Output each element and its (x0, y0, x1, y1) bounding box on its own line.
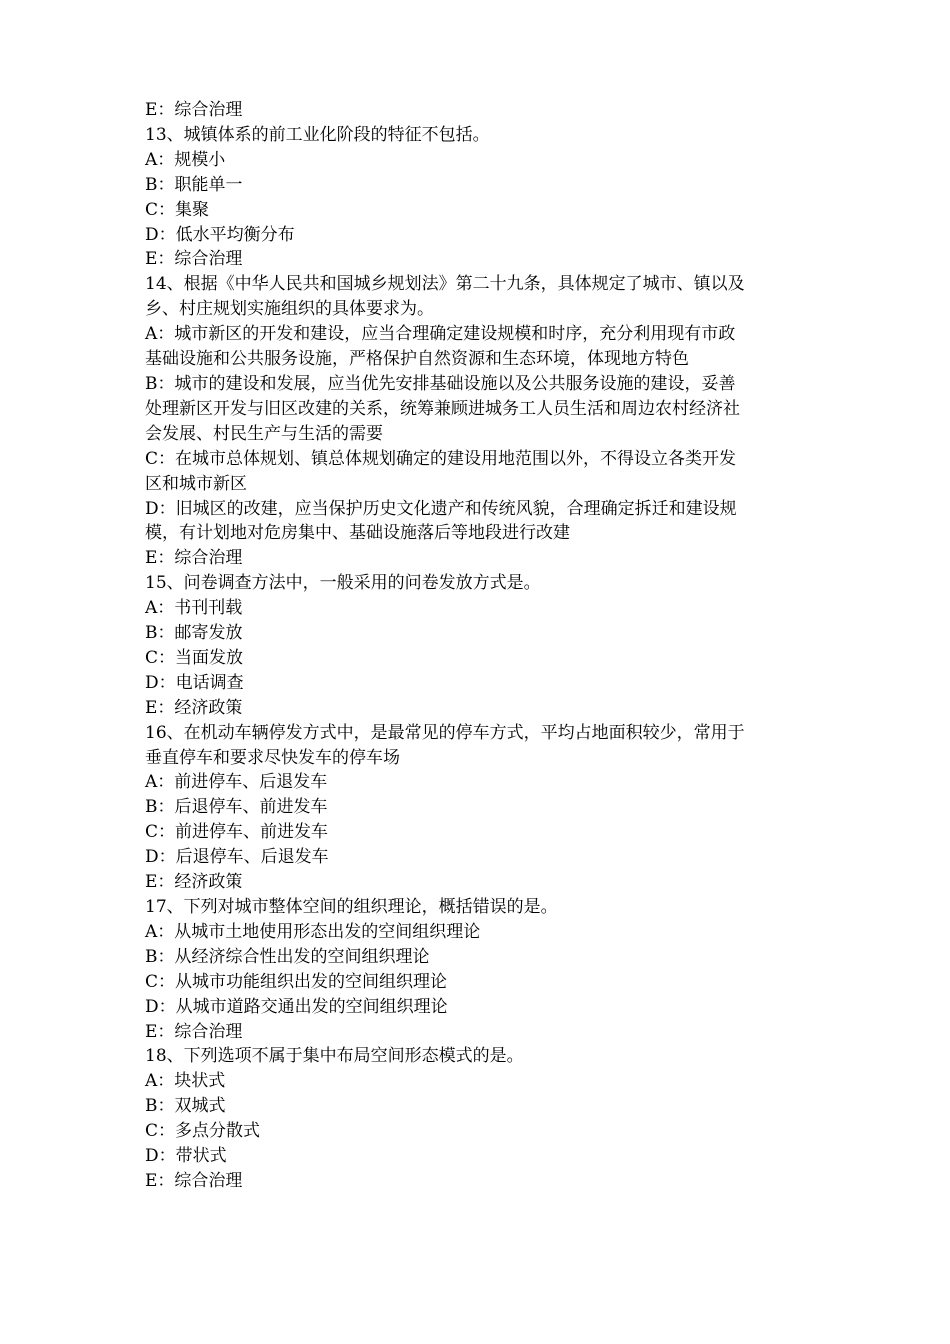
option-d-q16: D：后退停车、后退发车 (145, 847, 329, 868)
question-16-line-2: 垂直停车和要求尽快发车的停车场 (145, 747, 400, 768)
option-d-q14-line-1: D：旧城区的改建，应当保护历史文化遗产和传统风貌，合理确定拆迁和建设规 (145, 498, 737, 519)
option-c-q17: C：从城市功能组织出发的空间组织理论 (145, 971, 448, 992)
option-a-q15: A：书刊刊载 (145, 598, 243, 619)
option-b-q13: B：职能单一 (145, 174, 243, 195)
option-d-q13: D：低水平均衡分布 (145, 224, 295, 245)
option-e-q15: E：经济政策 (145, 697, 243, 718)
option-e-q17: E：综合治理 (145, 1021, 243, 1042)
question-16-line-1: 16、在机动车辆停发方式中，是最常见的停车方式，平均占地面积较少，常用于 (145, 722, 745, 743)
option-b-q14-line-1: B：城市的建设和发展，应当优先安排基础设施以及公共服务设施的建设，妥善 (145, 373, 736, 394)
option-c-q15: C：当面发放 (145, 647, 244, 668)
question-14-line-1: 14、根据《中华人民共和国城乡规划法》第二十九条，具体规定了城市、镇以及 (145, 274, 745, 295)
question-17: 17、下列对城市整体空间的组织理论，概括错误的是。 (145, 897, 558, 917)
option-c-q13: C：集聚 (145, 199, 210, 220)
option-e-q12: E：综合治理 (145, 100, 243, 120)
option-c-q14-line-2: 区和城市新区 (145, 473, 247, 494)
option-b-q17: B：从经济综合性出发的空间组织理论 (145, 946, 430, 967)
option-a-q14-line-2: 基础设施和公共服务设施，严格保护自然资源和生态环境，体现地方特色 (145, 349, 689, 370)
question-14-line-2: 乡、村庄规划实施组织的具体要求为。 (145, 299, 434, 320)
option-e-q13: E：综合治理 (145, 249, 243, 270)
option-a-q18: A：块状式 (145, 1071, 226, 1092)
option-a-q14-line-1: A：城市新区的开发和建设，应当合理确定建设规模和时序，充分利用现有市政 (145, 324, 736, 345)
option-c-q16: C：前进停车、前进发车 (145, 822, 329, 843)
option-c-q14-line-1: C：在城市总体规划、镇总体规划确定的建设用地范围以外，不得设立各类开发 (145, 448, 737, 469)
option-d-q17: D：从城市道路交通出发的空间组织理论 (145, 996, 448, 1017)
question-13: 13、城镇体系的前工业化阶段的特征不包括。 (145, 124, 490, 145)
option-a-q17: A：从城市土地使用形态出发的空间组织理论 (145, 921, 481, 942)
option-c-q18: C：多点分散式 (145, 1121, 261, 1142)
option-b-q18: B：双城式 (145, 1096, 226, 1117)
option-e-q14: E：综合治理 (145, 548, 243, 569)
option-b-q16: B：后退停车、前进发车 (145, 797, 328, 818)
option-a-q16: A：前进停车、后退发车 (145, 772, 328, 793)
option-a-q13: A：规模小 (145, 149, 226, 170)
option-d-q18: D：带状式 (145, 1146, 227, 1167)
option-d-q14-line-2: 模，有计划地对危房集中、基础设施落后等地段进行改建 (145, 523, 570, 544)
option-e-q18: E：综合治理 (145, 1170, 243, 1191)
question-18: 18、下列选项不属于集中布局空间形态模式的是。 (145, 1046, 524, 1067)
document-page (145, 98, 825, 1194)
option-d-q15: D：电话调查 (145, 672, 244, 693)
option-b-q14-line-2: 处理新区开发与旧区改建的关系，统筹兼顾进城务工人员生活和周边农村经济社 (145, 398, 740, 419)
question-15: 15、问卷调查方法中，一般采用的问卷发放方式是。 (145, 573, 541, 594)
option-b-q15: B：邮寄发放 (145, 623, 243, 644)
option-b-q14-line-3: 会发展、村民生产与生活的需要 (145, 423, 383, 444)
option-e-q16: E：经济政策 (145, 872, 243, 893)
